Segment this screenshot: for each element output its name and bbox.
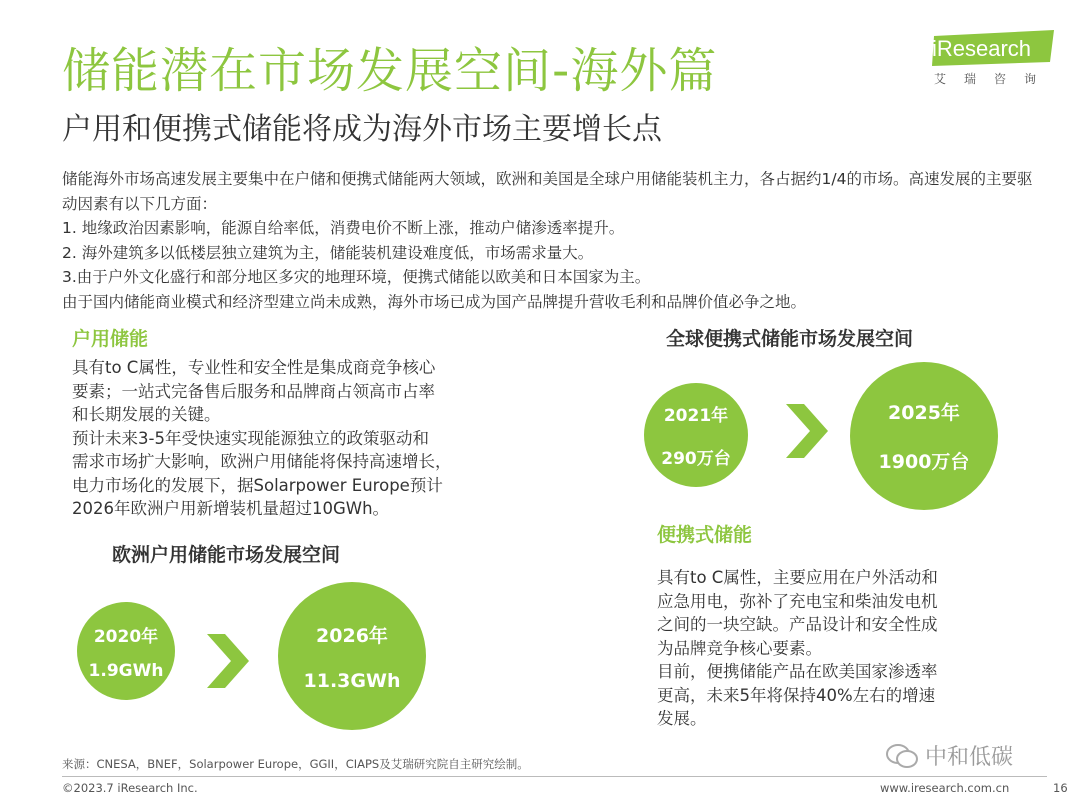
portable-2021-year: 2021年 [663,406,729,426]
europe-2026-circle [278,582,426,730]
europe-2020-circle [77,602,175,700]
household-line: 和长期发展的关键。 [72,405,221,424]
chevron-right-icon [205,634,249,688]
household-text [72,356,502,521]
portable-line: 之间的一块空缺。产品设计和安全性成 [657,615,938,634]
logo-name: iResearch [932,36,1032,61]
footer-url[interactable]: www.iresearch.com.cn [880,781,1010,795]
chevron-right-icon [784,404,828,458]
portable-line: 更高，未来5年将保持40%左右的增速 [657,685,936,705]
intro-line: 3.由于户外文化盛行和部分地区多灾的地理环境，便携式储能以欧美和日本国家为主。 [62,268,651,286]
page-subtitle: 户用和便携式储能将成为海外市场主要增长点 [62,112,662,147]
portable-2025-year: 2025年 [888,402,960,424]
household-line: 需求市场扩大影响，欧洲户用储能将保持高速增长， [72,452,452,471]
portable-heading: 便携式储能 [657,524,753,546]
europe-2020-year: 2020年 [93,626,159,647]
household-line: 具有to C属性，专业性和安全性是集成商竞争核心 [72,358,436,377]
watermark [885,740,1013,771]
portable-2025-circle [850,362,998,510]
portable-line: 具有to C属性，主要应用在户外活动和 [657,568,938,587]
intro-text [62,167,1042,314]
portable-2025-value: 1900万台 [878,451,970,473]
intro-line: 1. 地缘政治因素影响，能源自给率低，消费电价不断上涨，推动户储渗透率提升。 [62,219,625,237]
wechat-icon [885,743,919,769]
europe-2026-value: 11.3GWh [303,669,401,692]
portable-text [657,566,987,731]
portable-line: 目前，便携储能产品在欧美国家渗透率 [657,662,938,681]
intro-line: 储能海外市场高速发展主要集中在户储和便携式储能两大领域，欧洲和美国是全球户用储能装机主力，各占据约1/4的市场。高速发展的主要驱动因素有以下几方面： [62,170,1033,213]
household-line: 要素；一站式完备售后服务和品牌商占领高市占率 [72,381,435,401]
iresearch-logo [930,28,1058,84]
portable-chart-heading: 全球便携式储能市场发展空间 [666,328,914,350]
household-line: 预计未来3-5年受快速实现能源独立的政策驱动和 [72,428,429,448]
portable-line: 应急用电，弥补了充电宝和柴油发电机 [657,591,938,611]
household-heading: 户用储能 [72,328,149,350]
portable-line: 为品牌竞争核心要素。 [657,638,822,658]
copyright: ©2023.7 iResearch Inc. [62,781,198,795]
europe-2020-value: 1.9GWh [88,660,164,681]
watermark-text: 中和低碳 [925,745,1014,770]
household-line: 电力市场化的发展下，据Solarpower Europe预计 [72,475,443,495]
intro-line: 由于国内储能商业模式和经济型建立尚未成熟，海外市场已成为国产品牌提升营收毛利和品牌价值必争之地。 [62,292,807,311]
footer-divider [62,776,1047,777]
logo-subtitle: 艾瑞咨询 [934,72,1055,86]
europe-2026-year: 2026年 [316,624,388,647]
portable-line: 发展。 [657,709,707,728]
page-title: 储能潜在市场发展空间-海外篇 [62,43,718,99]
page-number: 16 [1053,781,1068,795]
europe-chart-heading: 欧洲户用储能市场发展空间 [112,544,341,566]
intro-line: 2. 海外建筑多以低楼层独立建筑为主，储能装机建设难度低，市场需求量大。 [62,243,594,262]
portable-2021-value: 290万台 [661,449,731,469]
source-note: 来源：CNESA，BNEF，Solarpower Europe，GGII，CIAPS及艾瑞研究院自主研究绘制。 [62,757,529,771]
portable-2021-circle [644,383,748,487]
household-line: 2026年欧洲户用新增装机量超过10GWh。 [72,499,390,518]
